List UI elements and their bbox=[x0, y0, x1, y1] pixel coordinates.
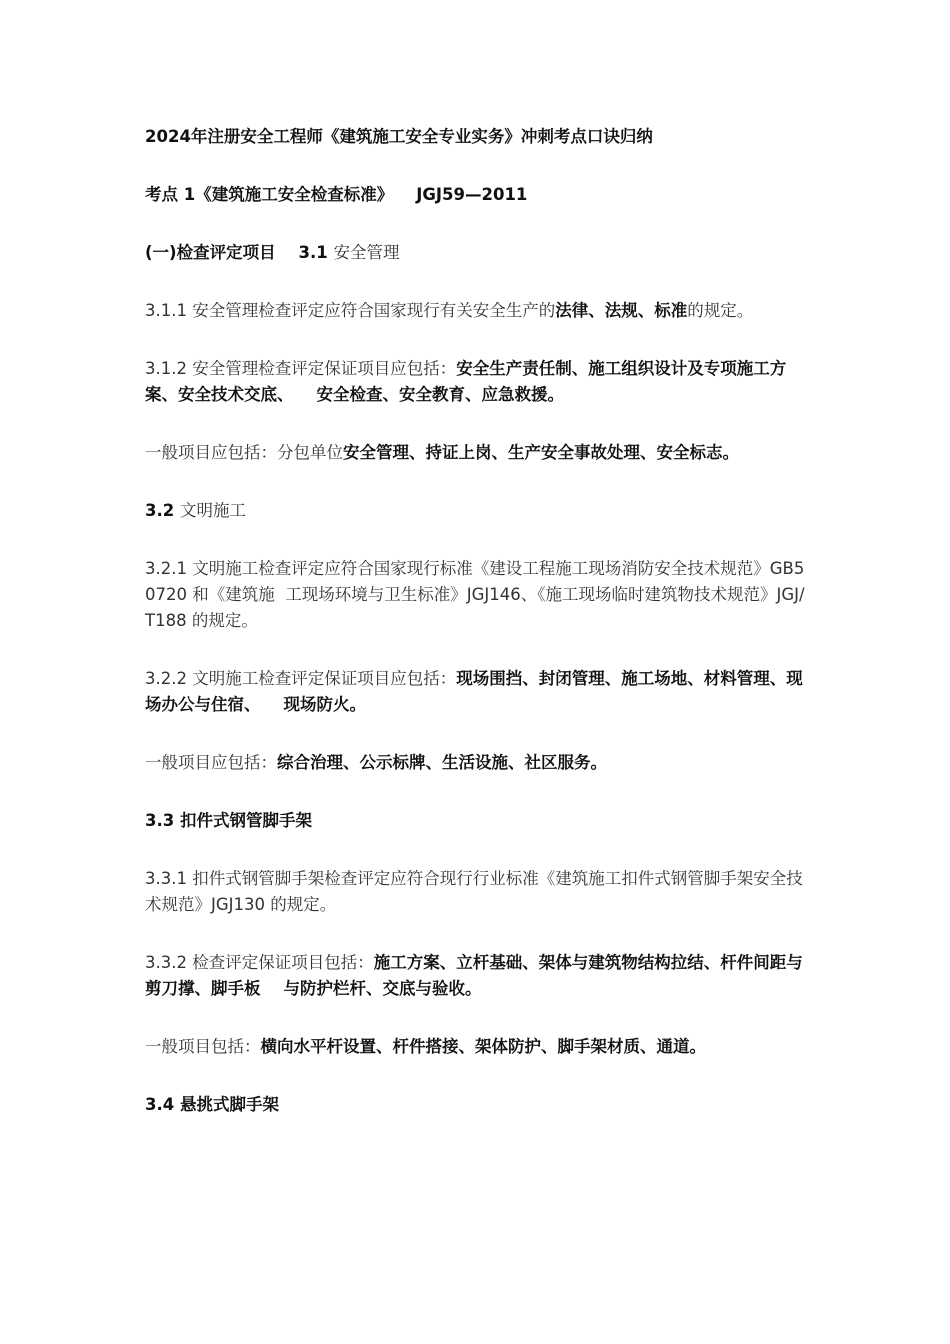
body-paragraph bbox=[145, 866, 807, 918]
body-paragraph bbox=[145, 556, 807, 634]
bold-text-segment: 横向水平杆设置、杆件搭接、架体防护、脚手架材质、通道。 bbox=[260, 1037, 706, 1056]
text-segment: 安全管理 bbox=[333, 243, 400, 262]
bold-text-segment: 安全管理、持证上岗、生产安全事故处理、安全标志。 bbox=[343, 443, 739, 462]
text-segment: 3.1.2 安全管理检查评定保证项目应包括： bbox=[145, 359, 457, 378]
text-segment: 3.2.2 文明施工检查评定保证项目应包括： bbox=[145, 669, 457, 688]
body-paragraph bbox=[145, 666, 807, 718]
text-segment: 3.2.1 文明施工检查评定应符合国家现行标准《建设工程施工现场消防安全技术规范》GB50720 和《建筑施 工现场环境与卫生标准》JGJ146、《施工现场临时建筑物技术规范》JGJ/T188 的规定。 bbox=[145, 559, 805, 630]
bold-text-segment: 综合治理、公示标牌、生活设施、社区服务。 bbox=[277, 753, 607, 772]
text-segment: 一般项目包括： bbox=[145, 1037, 261, 1056]
bold-text-segment: 考点 1《建筑施工安全检查标准》 JGJ59—2011 bbox=[145, 185, 528, 204]
body-paragraph bbox=[145, 1034, 807, 1060]
text-segment: 文明施工 bbox=[179, 501, 246, 520]
bold-text-segment: 3.4 悬挑式脚手架 bbox=[145, 1095, 279, 1114]
text-segment: 3.1.1 安全管理检查评定应符合国家现行有关安全生产的 bbox=[145, 301, 556, 320]
body-paragraph bbox=[145, 750, 807, 776]
bold-text-segment: 法律、法规、标准 bbox=[555, 301, 688, 320]
body-paragraph bbox=[145, 440, 807, 466]
body-paragraph bbox=[145, 950, 807, 1002]
section-heading bbox=[145, 808, 807, 834]
bold-text-segment: 3.3 扣件式钢管脚手架 bbox=[145, 811, 312, 830]
text-segment: 一般项目应包括：分包单位 bbox=[145, 443, 343, 462]
section-heading bbox=[145, 240, 807, 266]
bold-text-segment: 施工方案、立杆基础、架体与建筑物结构拉结、杆件间距与剪刀撑、脚手板 与防护栏杆、交底与验收。 bbox=[145, 953, 803, 998]
bold-text-segment: (一)检查评定项目 3.1 bbox=[145, 243, 334, 262]
section-heading bbox=[145, 498, 807, 524]
text-segment: 的规定。 bbox=[687, 301, 754, 320]
section-heading bbox=[145, 182, 807, 208]
section-heading bbox=[145, 124, 807, 150]
bold-text-segment: 2024年注册安全工程师《建筑施工安全专业实务》冲刺考点口诀归纳 bbox=[145, 127, 653, 146]
bold-text-segment: 现场围挡、封闭管理、施工场地、材料管理、现场办公与住宿、 现场防火。 bbox=[145, 669, 803, 714]
text-segment: 3.3.1 扣件式钢管脚手架检查评定应符合现行行业标准《建筑施工扣件式钢管脚手架安全技术规范》JGJ130 的规定。 bbox=[145, 869, 803, 914]
text-segment: 3.3.2 检查评定保证项目包括： bbox=[145, 953, 374, 972]
body-paragraph bbox=[145, 356, 807, 408]
document-body bbox=[145, 124, 807, 1150]
bold-text-segment: 安全生产责任制、施工组织设计及专项施工方案、安全技术交底、 安全检查、安全教育、应急救援。 bbox=[145, 359, 787, 404]
body-paragraph bbox=[145, 298, 807, 324]
section-heading bbox=[145, 1092, 807, 1118]
bold-text-segment: 3.2 bbox=[145, 501, 180, 520]
text-segment: 一般项目应包括： bbox=[145, 753, 277, 772]
